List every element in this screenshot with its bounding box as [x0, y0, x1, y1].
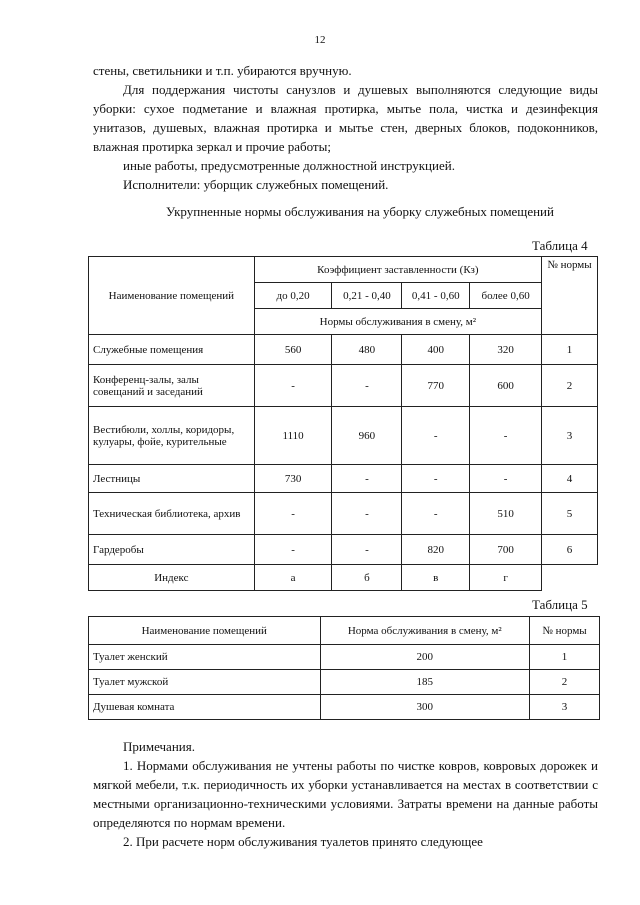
intro-executors: Исполнители: уборщик служебных помещений.	[123, 177, 389, 192]
table5-cell: 300	[320, 695, 530, 720]
table4-cell-num: 4	[542, 465, 598, 493]
table5-header: Норма обслуживания в смену, м²	[320, 617, 530, 645]
table4-cell: 600	[470, 365, 542, 407]
table4-index: б	[332, 565, 402, 591]
table5-row-name: Туалет мужской	[89, 670, 321, 695]
table4-row-name: Вестибюли, холлы, коридоры, кулуары, фойе, курительные	[89, 407, 255, 465]
table5	[88, 616, 600, 720]
table4-cell: -	[332, 493, 402, 535]
table4-cell: -	[470, 465, 542, 493]
table4-cell-num: 5	[542, 493, 598, 535]
table4-cell: 320	[470, 335, 542, 365]
note-item-1: 1. Нормами обслуживания не учтены работы по чистке ковров, ковровых дорожек и мягкой мебели, т.к. периодичность их уборки устанавливается на местах в соответствии с местными организационно-техническими условиями. Затраты времени на данные работы определяются по нормам времени.	[93, 758, 598, 830]
table4-coef-range: 0,21 - 0,40	[332, 283, 402, 309]
intro-paragraph-cleaning: Для поддержания чистоты санузлов и душевых выполняются следующие виды уборки: сухое подметание и влажная протирка, мытье пола, чистка и дезинфекция унитазов, душевых, влажная протирка и мытье стен, дверных блоков, подоконников, влажная протирка зеркал и прочие работы;	[93, 82, 598, 154]
table4-cell: 820	[402, 535, 470, 565]
page-number: 12	[314, 34, 326, 46]
table4-coef-range: 0,41 - 0,60	[402, 283, 470, 309]
table4-cell: -	[332, 465, 402, 493]
intro-line-1: стены, светильники и т.п. убираются вручную.	[93, 63, 352, 78]
table4-coef-range: более 0,60	[470, 283, 542, 309]
note-item-2: 2. При расчете норм обслуживания туалетов принято следующее	[123, 834, 483, 849]
table4-cell: 400	[402, 335, 470, 365]
table4-cell: -	[332, 365, 402, 407]
table4-cell: -	[332, 535, 402, 565]
table4-cell: 770	[402, 365, 470, 407]
table4-cell: 480	[332, 335, 402, 365]
table5-cell-num: 1	[530, 645, 600, 670]
table5-cell-num: 2	[530, 670, 600, 695]
table4-cell: 510	[470, 493, 542, 535]
table4-cell: -	[402, 465, 470, 493]
table4-cell: -	[402, 493, 470, 535]
table4-cell: 1110	[254, 407, 332, 465]
table4-cell: 560	[254, 335, 332, 365]
intro-other-works: иные работы, предусмотренные должностной инструкцией.	[123, 158, 455, 173]
table5-cell: 185	[320, 670, 530, 695]
table4-cell: -	[402, 407, 470, 465]
table4-cell: 700	[470, 535, 542, 565]
notes-title: Примечания.	[123, 739, 195, 754]
section-title: Укрупненные нормы обслуживания на уборку служебных помещений	[166, 204, 554, 219]
table5-header: № нормы	[530, 617, 600, 645]
table4-index: г	[470, 565, 542, 591]
table4-cell: 960	[332, 407, 402, 465]
table4-cell: -	[470, 407, 542, 465]
table4-cell-num: 1	[542, 335, 598, 365]
table4-row-name: Конференц-залы, залы совещаний и заседаний	[89, 365, 255, 407]
table4-header-num: № нормы	[542, 257, 598, 335]
table4-index: а	[254, 565, 332, 591]
table4-cell-num: 6	[542, 535, 598, 565]
table4-row-name: Служебные помещения	[89, 335, 255, 365]
table4-cell: -	[254, 365, 332, 407]
table4-header-name: Наименование помещений	[89, 257, 255, 335]
table4-row-name: Гардеробы	[89, 535, 255, 565]
table4-row-name: Техническая библиотека, архив	[89, 493, 255, 535]
table5-cell-num: 3	[530, 695, 600, 720]
table4	[88, 256, 598, 591]
table5-row-name: Душевая комната	[89, 695, 321, 720]
table4-cell: -	[254, 493, 332, 535]
table5-header: Наименование помещений	[89, 617, 321, 645]
table4-cell-num: 2	[542, 365, 598, 407]
table4-cell: -	[254, 535, 332, 565]
table5-label: Таблица 5	[532, 597, 588, 612]
table4-header-norm: Нормы обслуживания в смену, м²	[254, 309, 541, 335]
table4-label: Таблица 4	[532, 238, 588, 253]
table5-cell: 200	[320, 645, 530, 670]
table4-index: в	[402, 565, 470, 591]
table4-index-label: Индекс	[89, 565, 255, 591]
table4-header-coef: Коэффициент заставленности (Кз)	[254, 257, 541, 283]
table4-cell: 730	[254, 465, 332, 493]
table4-cell-num: 3	[542, 407, 598, 465]
table4-row-name: Лестницы	[89, 465, 255, 493]
table5-row-name: Туалет женский	[89, 645, 321, 670]
table4-coef-range: до 0,20	[254, 283, 332, 309]
